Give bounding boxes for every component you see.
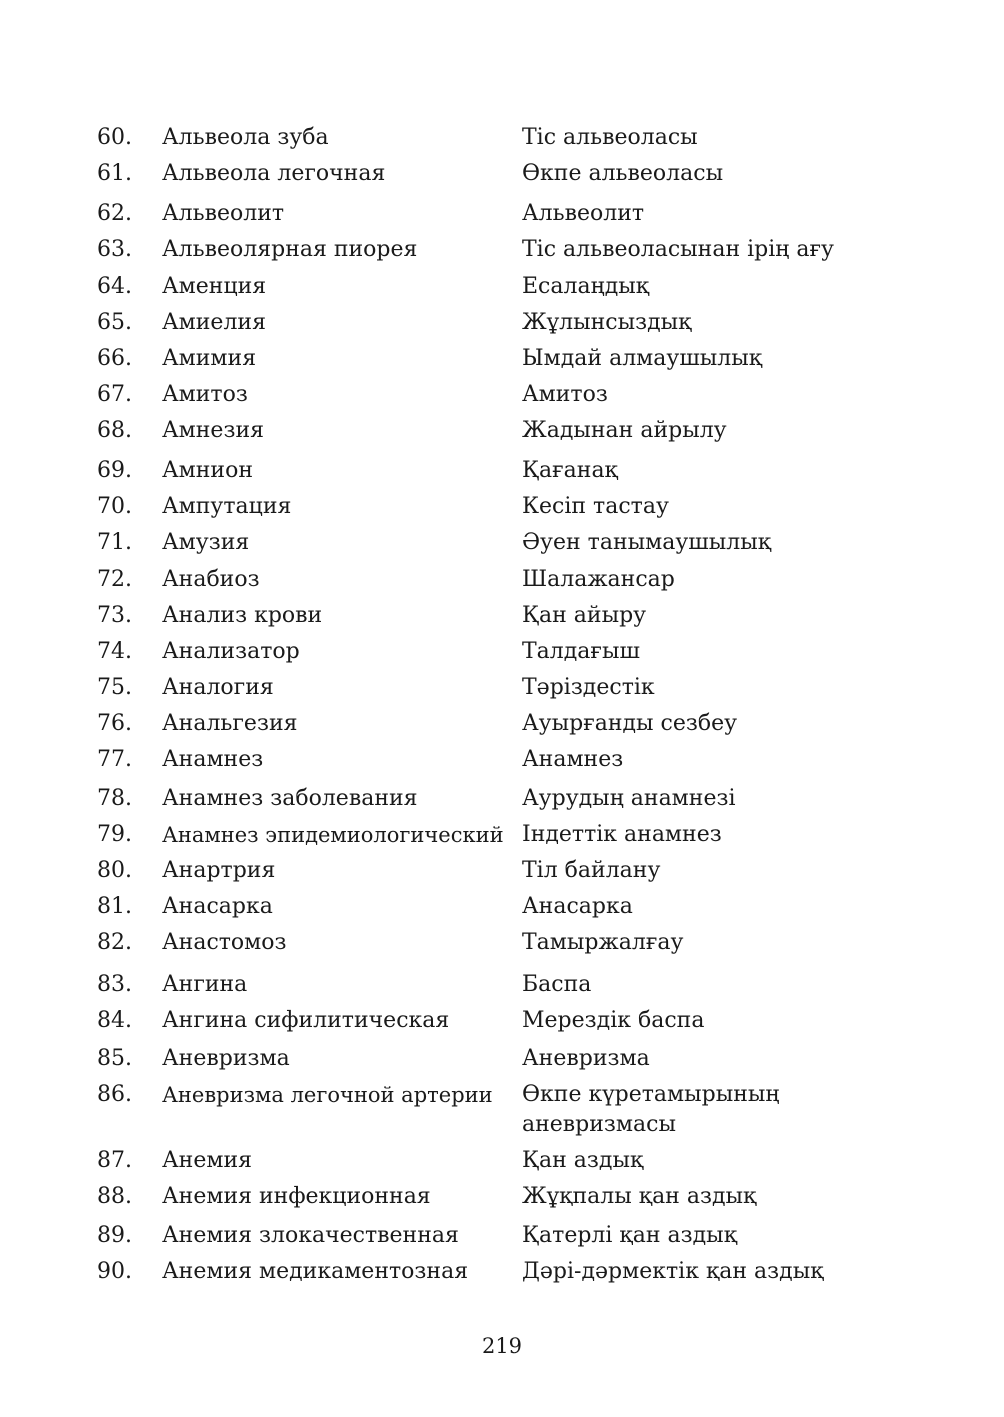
entry-number: 68. [97, 418, 132, 443]
entry-number: 71. [97, 530, 132, 555]
kazakh-term: Аневризма [522, 1046, 650, 1071]
entry-number: 69. [97, 458, 132, 483]
kazakh-term: Қатерлі қан аздық [522, 1223, 738, 1248]
entry-number: 79. [97, 822, 132, 847]
russian-term: Анастомоз [162, 930, 287, 955]
entry-number: 61. [97, 161, 132, 186]
kazakh-term: Жұқпалы қан аздық [522, 1184, 757, 1209]
russian-term: Ампутация [162, 494, 292, 519]
russian-term: Альвеола легочная [162, 161, 386, 186]
russian-term: Анартрия [162, 858, 276, 883]
kazakh-term: Тіл байлану [522, 858, 661, 883]
kazakh-term: Қағанақ [522, 458, 618, 483]
kazakh-term: Өкпе күретамырының аневризмасы [522, 1082, 780, 1137]
entry-number: 81. [97, 894, 132, 919]
russian-term: Амузия [162, 530, 250, 555]
kazakh-term: Шалажансар [522, 567, 675, 592]
kazakh-term: Мерездік баспа [522, 1008, 705, 1033]
kazakh-term: Тамыржалғау [522, 930, 684, 955]
russian-term: Анасарка [162, 894, 273, 919]
entry-number: 62. [97, 201, 132, 226]
kazakh-term: Дәрі-дәрмектік қан аздық [522, 1259, 824, 1284]
russian-term: Анамнез эпидемиологический [162, 823, 504, 847]
kazakh-term: Тіс альвеоласы [522, 125, 698, 150]
entry-number: 72. [97, 567, 132, 592]
kazakh-term: Әуен танымаушылық [522, 530, 772, 555]
kazakh-term: Өкпе альвеоласы [522, 161, 724, 186]
russian-term: Ангина сифилитическая [162, 1008, 450, 1033]
kazakh-term: Қан айыру [522, 603, 647, 628]
entry-number: 85. [97, 1046, 132, 1071]
entry-number: 74. [97, 639, 132, 664]
kazakh-term: Тіс альвеоласынан ірің ағу [522, 237, 834, 262]
entry-number: 64. [97, 274, 132, 299]
page-number: 219 [481, 1334, 523, 1358]
entry-number: 78. [97, 786, 132, 811]
entry-number: 84. [97, 1008, 132, 1033]
russian-term: Анабиоз [162, 567, 260, 592]
russian-term: Аменция [162, 274, 267, 299]
russian-term: Аневризма легочной артерии [162, 1083, 493, 1107]
kazakh-term: Ымдай алмаушылық [522, 346, 763, 371]
russian-term: Амнезия [162, 418, 264, 443]
russian-term: Анализатор [162, 639, 300, 664]
kazakh-term: Анасарка [522, 894, 633, 919]
russian-term: Анамнез заболевания [162, 786, 418, 811]
entry-number: 66. [97, 346, 132, 371]
entry-number: 70. [97, 494, 132, 519]
russian-term: Аналогия [162, 675, 274, 700]
entry-number: 89. [97, 1223, 132, 1248]
kazakh-term: Баспа [522, 972, 592, 997]
kazakh-term: Жұлынсыздық [522, 310, 692, 335]
russian-term: Анальгезия [162, 711, 298, 736]
russian-term: Анализ крови [162, 603, 323, 628]
entry-number: 82. [97, 930, 132, 955]
entry-number: 83. [97, 972, 132, 997]
entry-number: 80. [97, 858, 132, 883]
russian-term: Анемия медикаментозная [162, 1259, 469, 1284]
russian-term: Альвеолит [162, 201, 285, 226]
kazakh-term: Қан аздық [522, 1148, 644, 1173]
entry-number: 67. [97, 382, 132, 407]
kazakh-term: Тәріздестік [522, 675, 655, 700]
entry-number: 77. [97, 747, 132, 772]
entry-number: 86. [97, 1082, 132, 1107]
russian-term: Амнион [162, 458, 254, 483]
kazakh-term: Ауырғанды сезбеу [522, 711, 738, 736]
kazakh-term: Альвеолит [522, 201, 645, 226]
russian-term: Альвеолярная пиорея [162, 237, 418, 262]
entry-number: 63. [97, 237, 132, 262]
kazakh-term: Аурудың анамнезі [522, 786, 736, 811]
kazakh-term: Есалаңдық [522, 274, 650, 299]
russian-term: Амимия [162, 346, 257, 371]
kazakh-term: Кесіп тастау [522, 494, 669, 519]
russian-term: Анемия злокачественная [162, 1223, 459, 1248]
entry-number: 76. [97, 711, 132, 736]
kazakh-term: Талдағыш [522, 639, 640, 664]
entry-number: 90. [97, 1259, 132, 1284]
kazakh-term: Жадынан айрылу [522, 418, 727, 443]
entry-number: 75. [97, 675, 132, 700]
entry-number: 65. [97, 310, 132, 335]
entry-number: 60. [97, 125, 132, 150]
kazakh-term: Анамнез [522, 747, 624, 772]
russian-term: Альвеола зуба [162, 125, 329, 150]
russian-term: Ангина [162, 972, 248, 997]
russian-term: Анамнез [162, 747, 264, 772]
kazakh-term: Індеттік анамнез [522, 822, 722, 847]
russian-term: Амиелия [162, 310, 266, 335]
kazakh-term: Амитоз [522, 382, 608, 407]
russian-term: Аневризма [162, 1046, 290, 1071]
entry-number: 88. [97, 1184, 132, 1209]
russian-term: Анемия инфекционная [162, 1184, 431, 1209]
entry-number: 73. [97, 603, 132, 628]
russian-term: Анемия [162, 1148, 252, 1173]
russian-term: Амитоз [162, 382, 248, 407]
entry-number: 87. [97, 1148, 132, 1173]
